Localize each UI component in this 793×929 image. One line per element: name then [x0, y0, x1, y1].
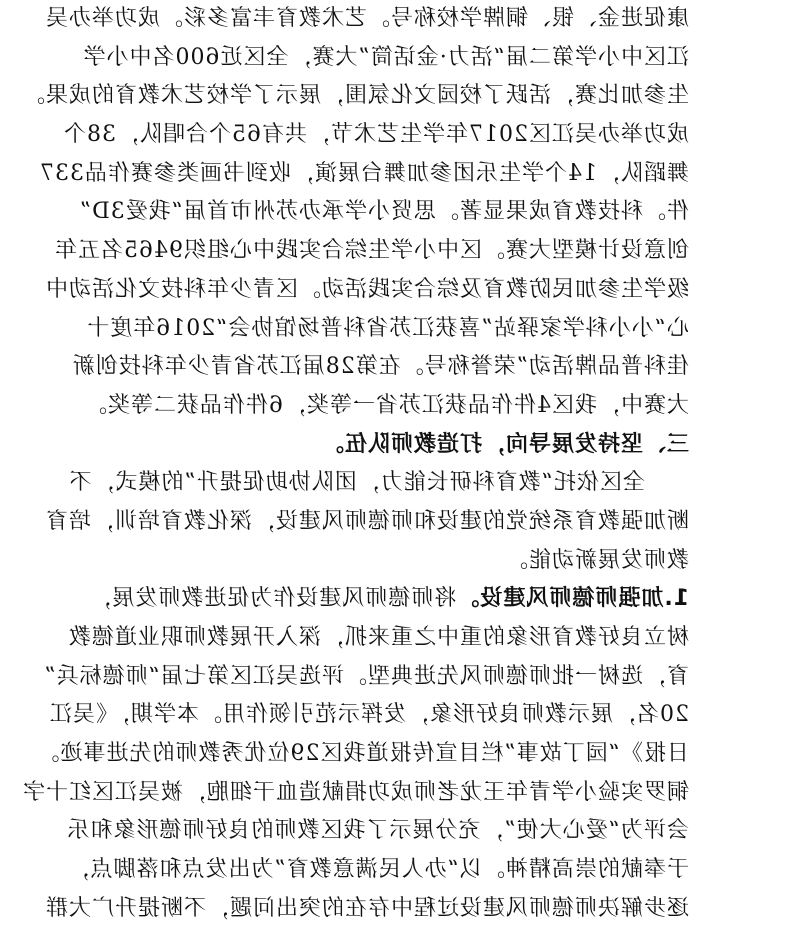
line-text: 于奉献的崇高精神。以“办人民满意教育”为出发点和落脚点，: [66, 857, 689, 883]
line-text: 生参加比赛，活跃了校园文化氛围，展示了学校艺术教育的成果。: [21, 83, 689, 109]
line-text: 会评为“爱心大使”，充分展示了我区教师的良好师德形象和乐: [66, 818, 689, 844]
text-line: [36, 735, 689, 774]
line-text: 康促进金、银、铜牌学校称号。艺术教育丰富多彩。成功举办吴: [44, 6, 689, 31]
text-line: [21, 77, 689, 116]
text-line: [86, 310, 689, 349]
text-line: [82, 39, 689, 78]
section-heading: [91, 426, 689, 465]
text-line: [78, 193, 689, 232]
line-text: 逐步解决师德师风建设过程中存在的突出问题，不断提升广大群: [44, 895, 689, 921]
text-line: [88, 580, 689, 619]
line-text: 将师德师风建设作为促进教师发展，: [88, 586, 457, 612]
line-text: 江区中小学第二届“活力·金话筒”大赛，全区近600名中小学: [82, 44, 689, 70]
text-line: [44, 890, 689, 929]
text-body: [21, 0, 689, 929]
text-line: [39, 155, 689, 194]
line-text: 成功举办吴江区2017年学生艺术节，共有65个合唱队，38个: [63, 122, 689, 148]
text-line: [44, 0, 689, 39]
text-line: [49, 696, 689, 735]
line-text: 20名，展示教师良好形象，发挥示范引领作用。本学期，《吴江: [49, 702, 689, 728]
line-text: 佳科普品牌活动”荣誉称号。在第28届江苏省青少年科技创新: [71, 354, 689, 380]
line-text: 三、坚持发展导向，打造教师队伍。: [320, 431, 689, 457]
text-line: [68, 464, 689, 503]
line-text: 育，选树一批师德师风先进典型。评选吴江区第七届“师德标兵”: [43, 663, 689, 689]
text-line: [71, 348, 689, 387]
text-line: [21, 774, 689, 813]
line-text: 大赛中，我区4件作品获江苏省一等奖，6件作品获二等奖。: [84, 392, 689, 418]
line-text: 心“小小科学家驿站”喜获江苏省科普场馆协会“2016年度十: [86, 315, 689, 341]
text-line: [54, 232, 689, 271]
line-text: 树立良好教育形象的重中之重来抓，深入开展教师职业道德教: [67, 625, 689, 650]
text-line: [44, 271, 689, 310]
text-line: [66, 812, 689, 851]
line-text: 全区依托“教育科研长能力，团队协助促提升”的模式，不: [68, 470, 645, 496]
text-line: [66, 851, 689, 890]
paragraph-lead: 1.加强师德师风建设。: [456, 586, 689, 612]
line-text: 教师发展新动能。: [504, 547, 689, 573]
line-text: 铜罗实验小学青年王龙老师成功捐献造血干细胞，被吴江区红十字: [21, 779, 689, 805]
text-line: [84, 387, 689, 426]
text-line: [67, 619, 689, 658]
line-text: 日报》“园丁故事”栏目宣传报道我区29位优秀教师的先进事迹。: [36, 741, 689, 767]
line-text: 舞蹈队，14个学生乐团参加舞台展演，收到书画类参赛作品337: [39, 160, 689, 186]
line-text: 创意设计模型大赛。区中小学生综合实践中心组织9465名五年: [54, 238, 689, 264]
text-line: [43, 658, 689, 697]
text-line: [63, 116, 689, 155]
line-text: 件。科技教育成果显著。思贤小学承办苏州市首届“我爱3D”: [78, 199, 689, 225]
line-text: 断加强教育系统党的建设和师德师风建设，深化教育培训，培育: [44, 508, 689, 534]
text-line: [91, 542, 689, 581]
line-text: 级学生参加民防教育及综合实践活动。区青少年科技文化活动中: [44, 276, 689, 302]
text-line: [44, 503, 689, 542]
